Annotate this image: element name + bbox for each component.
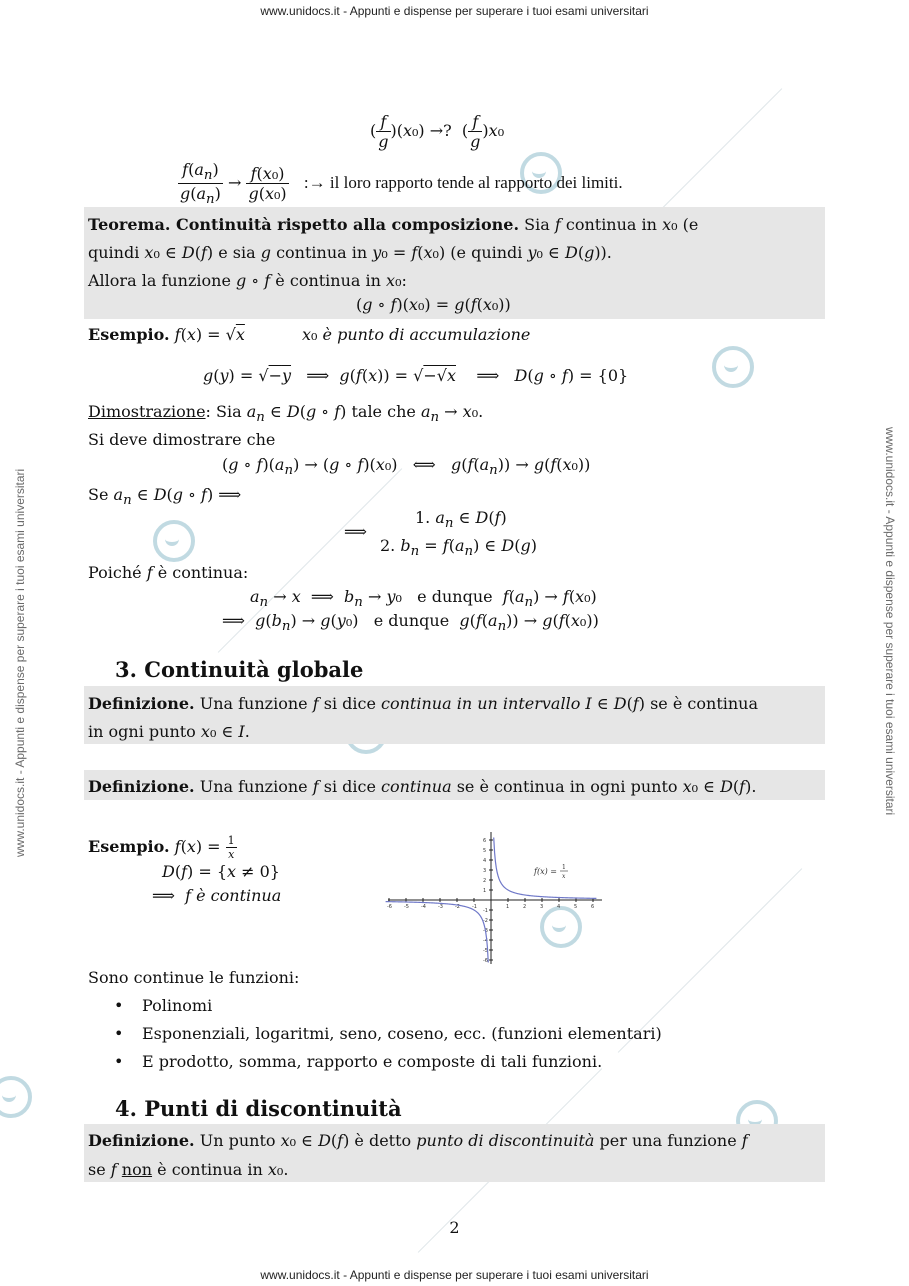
proof-formula-3: ⟹ $g(b_n) \to g(y_0)$ e dunque $g(f(a_n)) \to g(f(x_0))$ [222, 611, 599, 635]
x-tick-label: -2 [455, 904, 460, 910]
page-number: 2 [449, 1218, 460, 1237]
y-tick-label: -2 [483, 918, 488, 924]
x-tick-label: 5 [574, 904, 578, 910]
x-tick-label: 1 [506, 904, 510, 910]
y-tick-label: 3 [483, 868, 487, 874]
definition-1-line-2: in ogni punto x₀ ∈ I. [88, 722, 250, 741]
proof-formula-2: $a_n \to x$ ⟹ $b_n \to y_0$ e dunque $f(a_n) \to f(x_0)$ [250, 587, 597, 611]
x-tick-label: 3 [540, 904, 544, 910]
theorem-line-1: Teorema. Continuità rispetto alla composizione. Sia f continua in x₀ (e [88, 215, 699, 234]
x-tick-label: -3 [438, 904, 443, 910]
y-tick-label: 5 [483, 848, 487, 854]
x-tick-label: 2 [523, 904, 527, 910]
example-2-domain: D(f) = {x ≠ 0} [162, 862, 280, 881]
graph-function-label: f(x) = [534, 867, 557, 876]
y-tick-label: 4 [483, 858, 487, 864]
unidocs-logo-icon [153, 520, 195, 562]
y-tick-label: -3 [483, 928, 488, 934]
section-4-title: 4. Punti di discontinuità [115, 1096, 402, 1121]
y-tick-label: -6 [483, 958, 488, 964]
composition-formula: (g ∘ f)(x₀) = g(f(x₀)) [356, 295, 511, 314]
unidocs-logo-icon [712, 346, 754, 388]
x-tick-label: -4 [421, 904, 426, 910]
example-1-formula: g(y) = √−y ⟹ g(f(x)) = √−√x ⟹ D(g ∘ f) = {0} [203, 366, 629, 385]
x-tick-label: -1 [472, 904, 477, 910]
curve-negative-branch [386, 902, 489, 963]
x-tick-label: 6 [591, 904, 595, 910]
graph-label-denominator: x [562, 873, 566, 880]
proof-item-1: 1. $a_n$ ∈ D(f) [415, 508, 507, 532]
proof-line-2: Si deve dimostrare che [88, 430, 276, 449]
proof-line-1: Dimostrazione: Sia $a_n$ ∈ D(g ∘ f) tale che $a_n \to x_0$. [88, 402, 484, 426]
x-tick-label: 4 [557, 904, 561, 910]
theorem-line-3: Allora la funzione g ∘ f è continua in x₀: [88, 271, 407, 290]
example-1-line: Esempio. f(x) = √x x₀ è punto di accumulazione [88, 325, 531, 344]
section-3-title: 3. Continuità globale [115, 657, 364, 682]
unidocs-logo-icon [0, 1076, 32, 1118]
example-2-line-1: Esempio. f(x) = $\frac{1}{x}$ [88, 834, 235, 861]
definition-1-line-1: Definizione. Una funzione f si dice continua in un intervallo I ∈ D(f) se è continua [88, 694, 759, 713]
proof-item-2: 2. $b_n = f(a_n)$ ∈ D(g) [380, 536, 537, 560]
y-tick-label: -4 [483, 938, 488, 944]
watermark-left: www.unidocs.it - Appunti e dispense per superare i tuoi esami universitari [13, 468, 27, 857]
watermark-bottom: www.unidocs.it - Appunti e dispense per superare i tuoi esami universitari [260, 1268, 649, 1282]
x-tick-label: -6 [387, 904, 392, 910]
continuous-functions-intro: Sono continue le funzioni: [88, 968, 300, 987]
y-tick-label: -1 [483, 908, 488, 914]
proof-line-se: Se $a_n$ ∈ D(g ∘ f) ⟹ [88, 485, 242, 509]
list-item-extra: • E prodotto, somma, rapporto e composte di tali funzioni. [112, 1048, 662, 1076]
graph-label-numerator: 1 [562, 864, 566, 871]
theorem-line-2: quindi x₀ ∈ D(f) e sia g continua in y₀ = f(x₀) (e quindi y₀ ∈ D(g)). [88, 243, 612, 262]
proof-poiche: Poiché f è continua: [88, 563, 249, 582]
watermark-right: www.unidocs.it - Appunti e dispense per superare i tuoi esami universitari [883, 427, 897, 816]
example-2-continuous: ⟹ f è continua [152, 886, 282, 905]
y-tick-label: 2 [483, 878, 487, 884]
ratio-sequence-formula: $\frac{f(a_n)}{g(a_n)}$ → $\frac{\text{f(x₀)}}{\text{g(x₀)}}$ :→ il loro rapporto tende al rapporto dei limiti. [180, 160, 623, 208]
x-tick-label: -5 [404, 904, 409, 910]
y-tick-label: 6 [483, 838, 487, 844]
hyperbola-graph [384, 828, 606, 968]
ratio-limit-formula: ( $\frac{f}{g}$ )(x₀) →? ( $\frac{f}{g}$ )x₀ [370, 112, 505, 151]
proof-formula-1: (g ∘ $f)(a_n) \to (g$ ∘ f)(x₀) ⟺ $g(f(a_n)) \to g(f(x_0))$ [222, 455, 591, 479]
definition-3-line-2: se f non è continua in x₀. [88, 1160, 289, 1179]
implies-arrow: ⟹ [344, 522, 367, 541]
continuous-functions-list [112, 992, 662, 1076]
watermark-top: www.unidocs.it - Appunti e dispense per superare i tuoi esami universitari [260, 4, 649, 18]
list-item: • Polinomi [112, 992, 662, 1020]
y-tick-label: -5 [483, 948, 488, 954]
definition-2-line: Definizione. Una funzione f si dice continua se è continua in ogni punto x₀ ∈ D(f). [88, 777, 757, 796]
list-item: • Esponenziali, logaritmi, seno, coseno, ecc. (funzioni elementari) [112, 1020, 662, 1048]
definition-3-line-1: Definizione. Un punto x₀ ∈ D(f) è detto punto di discontinuità per una funzione f [88, 1131, 748, 1150]
y-tick-label: 1 [483, 888, 487, 894]
